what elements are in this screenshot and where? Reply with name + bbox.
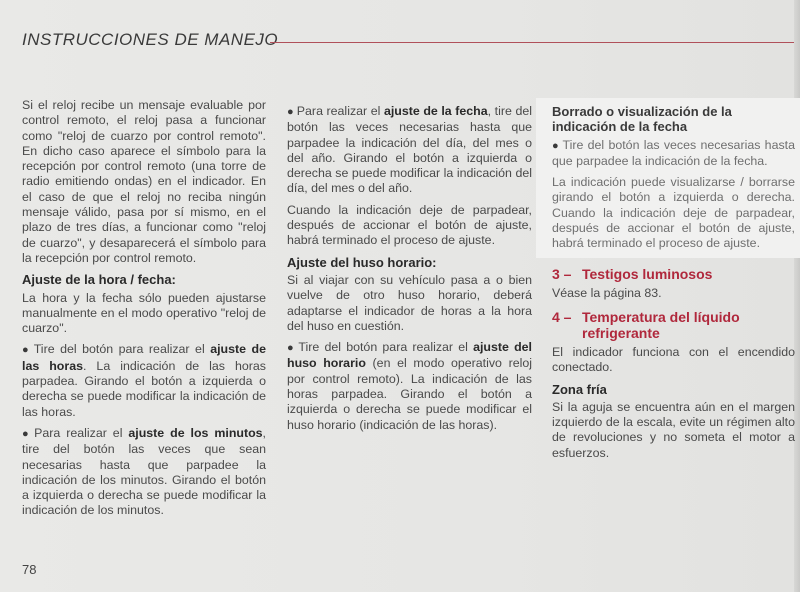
- bullet-icon: ●: [287, 342, 296, 355]
- header-rule: [270, 42, 794, 43]
- col2-bullet-1: [287, 104, 532, 197]
- section-3-heading: [552, 266, 795, 282]
- bullet-icon: ●: [552, 139, 560, 152]
- page-header: [22, 30, 794, 54]
- bullet-text-post: , tire del botón las veces necesarias hasta que parpadee la indicación del día, del mes o del año. Girando el botón a izquierda o derecha se puede modificar la indicación del día, del mes o del año.: [287, 104, 532, 196]
- section-title: Temperatura del líquido refrigerante: [582, 308, 740, 341]
- bullet-text-post: . La indicación de las horas parpadea. Girando el botón a izquierda o derecha se puede modificar la indicación de las horas.: [22, 358, 266, 419]
- page-number: 78: [22, 562, 37, 577]
- section-3-text: Véase la página 83.: [552, 285, 662, 300]
- col2-bullet-2: [287, 340, 532, 433]
- col1-bullet-1: [22, 342, 266, 419]
- bullet-icon: ●: [22, 344, 31, 357]
- column-3: [552, 104, 795, 467]
- bullet-keyword: ajuste de las horas: [22, 342, 266, 373]
- col1-paragraph-2: La hora y la fecha sólo pueden ajustarse manualmente en el modo operativo "reloj de cuarzo".: [22, 290, 266, 336]
- header-title: INSTRUCCIONES DE MANEJO: [22, 30, 279, 49]
- bullet-keyword: ajuste del huso horario: [287, 340, 532, 371]
- section-4-heading: [552, 309, 795, 341]
- bullet-keyword: ajuste de los minutos: [128, 425, 263, 440]
- section-number: 3 –: [552, 265, 572, 282]
- bullet-text-post: (en el modo operativo reloj por control remoto). La indicación de las horas parpadea. Girando el botón a izquierda o derecha se puede modificar el huso horario (indicación de las horas).: [287, 356, 532, 432]
- panel-heading: Borrado o visualización de la indicación de la fecha: [552, 104, 732, 135]
- col1-bullet-2: [22, 426, 266, 519]
- col2-paragraph-2: Si al viajar con su vehículo pasa a o bien vuelve de otro huso horario, deberá adaptarse el indicador de horas a la hora del huso en cuestión.: [287, 272, 532, 333]
- bullet-keyword: ajuste de la fecha: [383, 104, 488, 118]
- panel-bullet-text: Tire del botón las veces necesarias hasta que parpadee la indicación de la fecha.: [552, 137, 795, 168]
- bullet-text-pre: Tire del botón para realizar el: [298, 340, 474, 355]
- bullet-text-pre: Tire del botón para realizar el: [33, 342, 211, 357]
- panel-bullet: [552, 138, 795, 170]
- bullet-text-pre: Para realizar el: [296, 104, 384, 118]
- date-display-panel: [536, 98, 800, 258]
- col2-heading: Ajuste del huso horario:: [287, 254, 437, 270]
- bullet-text-pre: Para realizar el: [34, 425, 129, 440]
- bullet-text-post: , tire del botón las veces que sean necesarias hasta que parpadee la indicación de los minutos. Girando el botón a izquierda o derecha se puede modificar la indicación de los minutos.: [22, 425, 266, 518]
- col3-heading: Zona fría: [552, 381, 607, 397]
- col1-heading: Ajuste de la hora / fecha:: [22, 272, 176, 288]
- panel-paragraph: La indicación puede visualizarse / borrarse girando el botón a izquierda o derecha. Cuando la indicación deje de parpadear, después de accionar el botón de ajuste, habrá terminado el proceso de ajuste.: [552, 175, 795, 251]
- section-title: Testigos luminosos: [582, 265, 713, 282]
- col1-paragraph-1: Si el reloj recibe un mensaje evaluable por control remoto, el reloj pasa a funcionar como "reloj de cuarzo por control remoto". En dicho caso aparece el símbolo para la recepción por control remoto (una torre de radio emitiendo ondas) en el indicador. En el caso de que el reloj no reciba ningún mensaje válido, pasa por sí mismo, en el plazo de tres días, a funcionar como "reloj de cuarzo", y desaparecerá el símbolo para la recepción por control remoto.: [22, 98, 266, 265]
- bullet-icon: ●: [287, 106, 294, 118]
- bullet-icon: ●: [22, 427, 32, 440]
- column-1: [22, 98, 266, 525]
- col3-paragraph-last: Si la aguja se encuentra aún en el margen izquierdo de la escala, evite un régimen alto de revoluciones y no someta el motor a esfuerzos.: [552, 399, 795, 460]
- col2-paragraph-1: Cuando la indicación deje de parpadear, después de accionar el botón de ajuste, habrá terminado el proceso de ajuste.: [287, 202, 532, 248]
- column-2: [287, 104, 532, 439]
- section-4-text: El indicador funciona con el encendido conectado.: [552, 344, 795, 375]
- section-number: 4 –: [552, 308, 572, 325]
